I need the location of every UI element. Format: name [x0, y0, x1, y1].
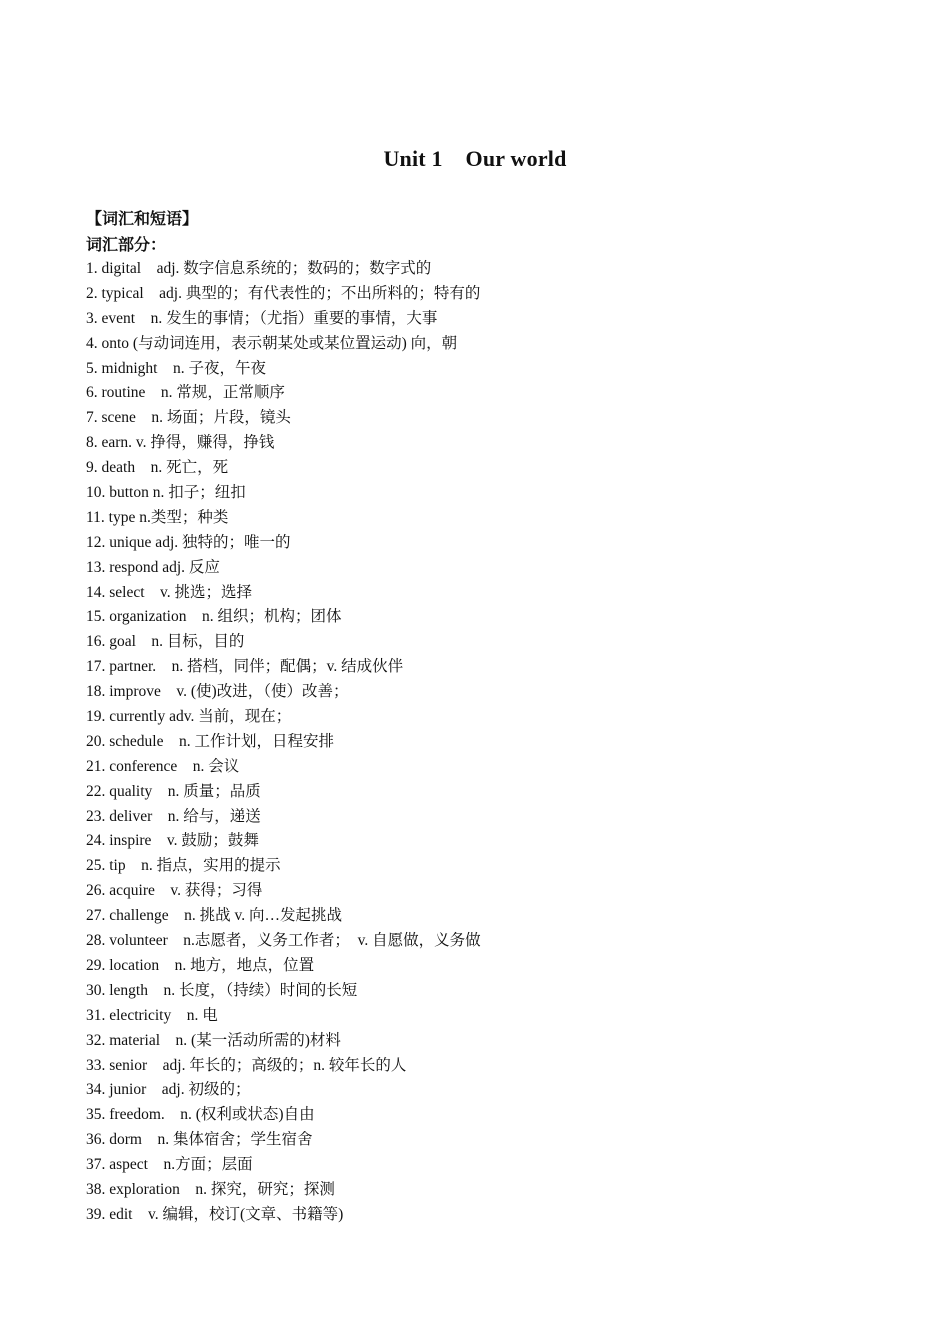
vocab-item: 19. currently adv. 当前，现在；	[86, 708, 292, 726]
vocab-item: 22. quality n. 质量；品质	[86, 782, 261, 800]
sub-heading: 词汇部分：	[86, 237, 167, 254]
vocab-item: 29. location n. 地方，地点，位置	[86, 956, 315, 974]
vocab-item: 25. tip n. 指点，实用的提示	[86, 857, 281, 875]
vocab-item: 28. volunteer n.志愿者，义务工作者； v. 自愿做，义务做	[86, 932, 481, 950]
vocab-item: 36. dorm n. 集体宿舍；学生宿舍	[86, 1131, 313, 1149]
vocab-item: 10. button n. 扣子；纽扣	[86, 484, 246, 502]
vocab-item: 3. event n. 发生的事情；（尤指）重要的事情，大事	[86, 309, 438, 327]
vocab-item: 2. typical adj. 典型的；有代表性的；不出所料的；特有的	[86, 284, 481, 302]
vocab-item: 27. challenge n. 挑战 v. 向…发起挑战	[86, 907, 343, 925]
vocab-item: 17. partner. n. 搭档，同伴；配偶；v. 结成伙伴	[86, 658, 404, 676]
vocab-item: 1. digital adj. 数字信息系统的；数码的；数字式的	[86, 260, 432, 277]
page-title: Unit 1 Our world	[383, 146, 567, 171]
vocab-item: 16. goal n. 目标，目的	[86, 633, 245, 651]
vocab-item: 23. deliver n. 给与，递送	[86, 807, 261, 825]
vocab-item: 7. scene n. 场面；片段，镜头	[86, 409, 291, 427]
vocab-item: 26. acquire v. 获得；习得	[86, 882, 263, 900]
vocab-item: 9. death n. 死亡，死	[86, 459, 229, 477]
vocab-item: 38. exploration n. 探究，研究；探测	[86, 1180, 335, 1198]
vocab-item: 21. conference n. 会议	[86, 757, 240, 775]
section-heading: 【词汇和短语】	[86, 211, 199, 228]
vocab-item: 12. unique adj. 独特的；唯一的	[86, 533, 291, 551]
vocab-item: 4. onto (与动词连用，表示朝某处或某位置运动) 向，朝	[86, 334, 458, 352]
vocab-item: 24. inspire v. 鼓励；鼓舞	[86, 832, 259, 850]
vocab-item: 15. organization n. 组织；机构；团体	[86, 608, 342, 626]
vocab-list	[86, 257, 481, 1228]
vocab-item: 37. aspect n.方面；层面	[86, 1156, 253, 1174]
vocab-item: 33. senior adj. 年长的；高级的；n. 较年长的人	[86, 1056, 407, 1074]
vocab-item: 18. improve v. (使)改进，（使）改善；	[86, 683, 349, 701]
vocab-item: 35. freedom. n. (权利或状态)自由	[86, 1106, 315, 1124]
vocab-item: 30. length n. 长度，（持续）时间的长短	[86, 981, 358, 999]
vocab-item: 31. electricity n. 电	[86, 1006, 218, 1024]
vocab-item: 11. type n.类型；种类	[86, 508, 229, 526]
vocab-item: 6. routine n. 常规，正常顺序	[86, 384, 285, 402]
vocab-item: 34. junior adj. 初级的；	[86, 1081, 251, 1099]
vocab-item: 20. schedule n. 工作计划，日程安排	[86, 732, 334, 750]
vocab-item: 32. material n. (某一活动所需的)材料	[86, 1031, 341, 1049]
vocab-item: 14. select v. 挑选；选择	[86, 583, 253, 601]
vocab-item: 13. respond adj. 反应	[86, 558, 220, 576]
vocab-item: 8. earn. v. 挣得，赚得，挣钱	[86, 434, 275, 452]
vocab-item: 5. midnight n. 子夜，午夜	[86, 359, 266, 377]
vocab-item: 39. edit v. 编辑，校订(文章、书籍等)	[86, 1205, 344, 1223]
